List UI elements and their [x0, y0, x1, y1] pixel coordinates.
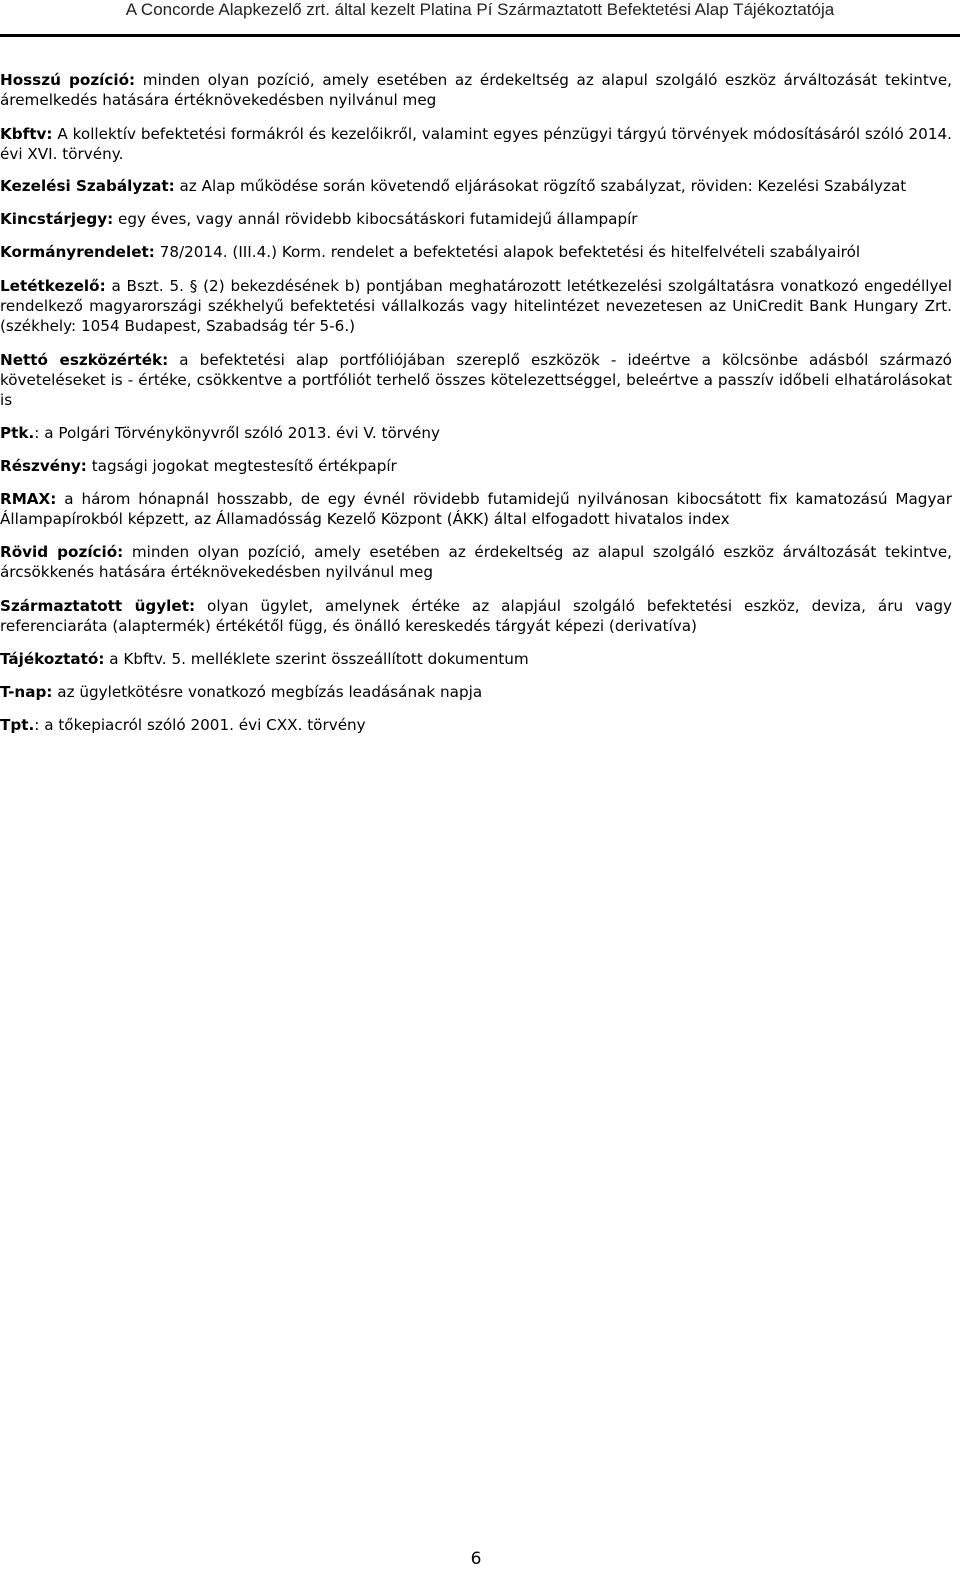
entry-definition: olyan ügylet, amelynek értéke az alapjául szolgáló befektetési eszköz, deviza, áru vagy referenciaráta (alaptermék) értékétől függ, és önálló kereskedés tárgyát képezi (derivatíva)	[0, 597, 952, 635]
glossary	[0, 70, 952, 735]
entry-term: Kormányrendelet:	[0, 243, 155, 261]
entry-term: Ptk.	[0, 424, 35, 442]
entry-definition: a Kbftv. 5. melléklete szerint összeállított dokumentum	[104, 650, 529, 668]
entry-definition: tagsági jogokat megtestesítő értékpapír	[86, 457, 397, 475]
entry-term: Kbftv:	[0, 125, 53, 143]
entry-definition: 78/2014. (III.4.) Korm. rendelet a befektetési alapok befektetési és hitelfelvételi szabályairól	[154, 243, 861, 261]
entry-definition: minden olyan pozíció, amely esetében az érdekeltség az alapul szolgáló eszköz árváltozását tekintve, árcsökkenés hatására értéknövekedésben nyilvánul meg	[0, 543, 953, 581]
glossary-entry	[0, 596, 952, 636]
glossary-entry	[0, 276, 952, 336]
entry-term: Részvény:	[0, 457, 87, 475]
entry-definition: a befektetési alap portfóliójában szereplő eszközök - ideértve a kölcsönbe adásból származó követeléseket is - értéke, csökkentve a portfóliót terhelő összes kötelezettséggel, beleértve a passzív időbeli elhatárolásokat is	[0, 351, 952, 409]
entry-term: Tájékoztató:	[0, 650, 105, 668]
entry-definition: az Alap működése során követendő eljárásokat rögzítő szabályzat, röviden: Kezelési Szabályzat	[174, 177, 907, 195]
entry-definition: a három hónapnál hosszabb, de egy évnél rövidebb futamidejű nyilvánosan kibocsátott fix kamatozású Magyar Állampapírokból képzett, az Államadósság Kezelő Központ (ÁKK) által elfogadott hivatalos index	[0, 490, 952, 528]
page-header: A Concorde Alapkezelő zrt. által kezelt Platina Pí Származtatott Befektetési Alap Tájékoztatója	[125, 0, 835, 19]
entry-term: Kincstárjegy:	[0, 210, 114, 228]
glossary-entry	[0, 124, 952, 164]
glossary-entry	[0, 715, 952, 735]
entry-definition: egy éves, vagy annál rövidebb kibocsátáskori futamidejű állampapír	[113, 210, 638, 228]
entry-definition: minden olyan pozíció, amely esetében az érdekeltség az alapul szolgáló eszköz árváltozását tekintve, áremelkedés hatására értéknövekedésben nyilvánul meg	[0, 71, 952, 109]
entry-term: Hosszú pozíció:	[0, 71, 136, 89]
glossary-entry	[0, 242, 952, 262]
glossary-entry	[0, 542, 952, 582]
glossary-entry	[0, 350, 952, 410]
entry-term: Tpt.	[0, 716, 35, 734]
glossary-entry	[0, 649, 952, 669]
entry-definition: a Bszt. 5. § (2) bekezdésének b) pontjában meghatározott letétkezelési szolgáltatásra vonatkozó engedéllyel rendelkező magyarországi székhelyű befektetési vállalkozás vagy hitelintézet nevezetesen az UniCredit Bank Hungary Zrt. (székhely: 1054 Budapest, Szabadság tér 5-6.)	[0, 277, 952, 335]
glossary-entry	[0, 456, 952, 476]
entry-term: Kezelési Szabályzat:	[0, 177, 175, 195]
glossary-entry	[0, 682, 952, 702]
glossary-entry	[0, 176, 952, 196]
entry-term: Rövid pozíció:	[0, 543, 124, 561]
glossary-entry	[0, 423, 952, 443]
glossary-entry	[0, 489, 952, 529]
entry-definition: : a tőkepiacról szóló 2001. évi CXX. törvény	[34, 716, 366, 734]
header-rule	[0, 34, 960, 37]
glossary-entry	[0, 209, 952, 229]
entry-term: Nettó eszközérték:	[0, 351, 169, 369]
entry-term: RMAX:	[0, 490, 57, 508]
entry-term: T-nap:	[0, 683, 53, 701]
glossary-entry	[0, 70, 952, 110]
entry-definition: A kollektív befektetési formákról és kezelőikről, valamint egyes pénzügyi tárgyú törvények módosításáról szóló 2014. évi XVI. törvény.	[0, 125, 952, 163]
entry-definition: : a Polgári Törvénykönyvről szóló 2013. évi V. törvény	[34, 424, 440, 442]
entry-definition: az ügyletkötésre vonatkozó megbízás leadásának napja	[52, 683, 483, 701]
entry-term: Letétkezelő:	[0, 277, 106, 295]
page-number: 6	[470, 1549, 482, 1569]
entry-term: Származtatott ügylet:	[0, 597, 196, 615]
